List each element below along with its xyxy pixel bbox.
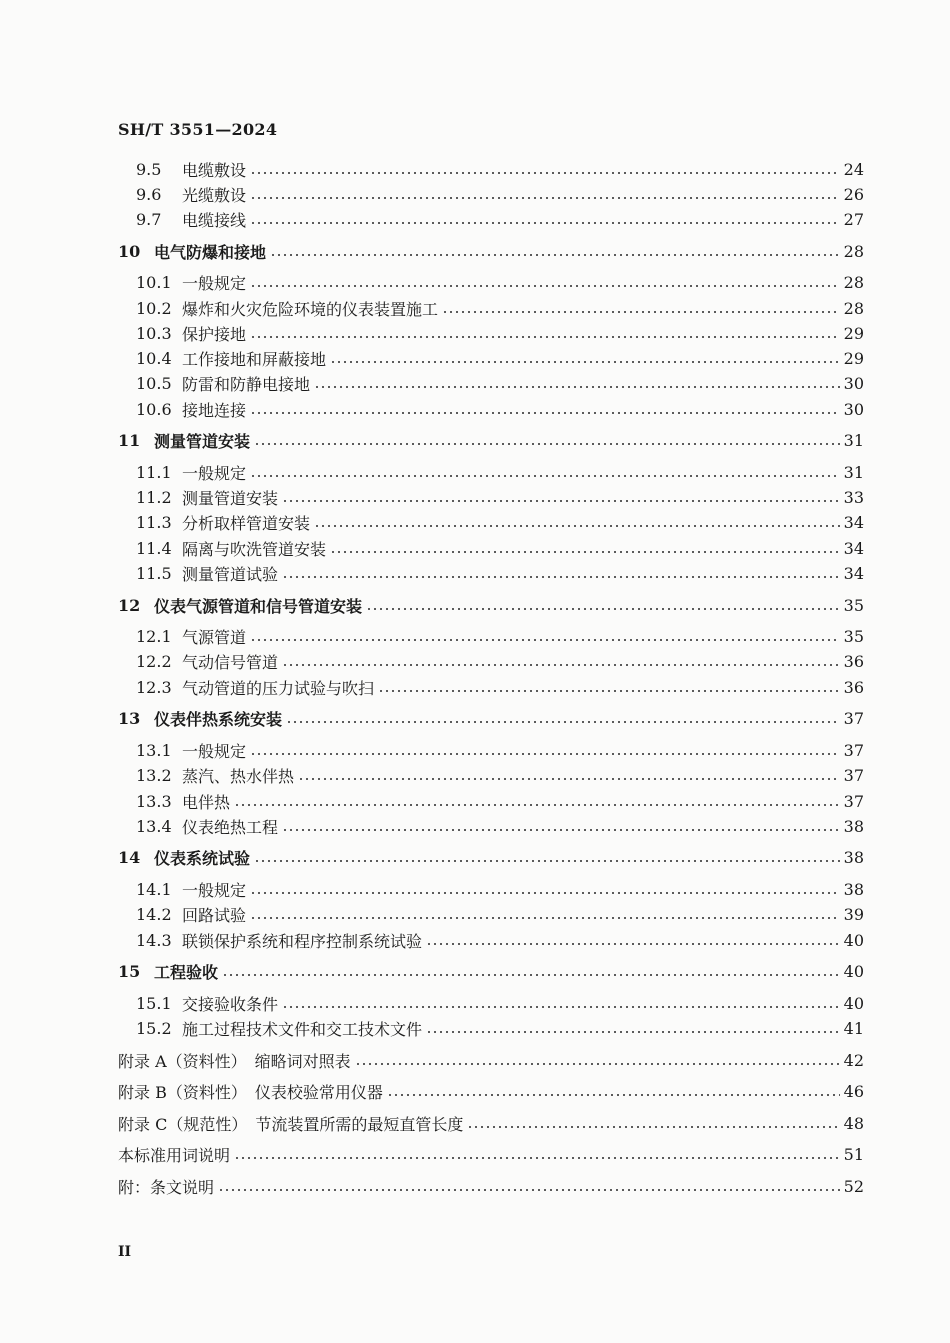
- toc-entry-page: 35: [843, 626, 864, 646]
- toc-entry-title: 保护接地: [182, 324, 247, 344]
- toc-entry-number: 10: [118, 241, 141, 261]
- toc-entry-page: 42: [843, 1050, 864, 1070]
- dot-leader: [250, 638, 840, 642]
- dot-leader: [467, 1125, 839, 1129]
- toc-entry-number: 12.2: [136, 651, 172, 671]
- dot-leader: [330, 360, 840, 364]
- dot-leader: [250, 221, 840, 225]
- toc-entry-number: 11.1: [136, 462, 172, 482]
- toc-entry-page: 29: [843, 323, 864, 343]
- toc-entry-title: 回路试验: [182, 905, 247, 925]
- dot-leader: [250, 411, 840, 415]
- dot-leader: [314, 524, 840, 528]
- toc-entry-title: 分析取样管道安装: [182, 513, 311, 533]
- toc-entry-number: 13.2: [136, 765, 172, 785]
- toc-entry-title: 工程验收: [154, 962, 219, 982]
- toc-entry-number: 10.5: [136, 373, 172, 393]
- dot-leader: [387, 1093, 840, 1097]
- dot-leader: [250, 284, 840, 288]
- toc-entry-page: 35: [843, 595, 864, 615]
- toc-entry[interactable]: [0, 346, 864, 370]
- toc-entry-title: 气动信号管道: [182, 652, 279, 672]
- dot-leader: [222, 973, 840, 977]
- toc-entry-page: 38: [843, 816, 864, 836]
- dot-leader: [314, 385, 840, 389]
- toc-entry-page: 30: [843, 399, 864, 419]
- toc-entry-page: 46: [843, 1081, 864, 1101]
- toc-entry-title: 电伴热: [182, 792, 231, 812]
- toc-entry-number: 14.1: [136, 879, 172, 899]
- toc-entry-page: 27: [843, 209, 864, 229]
- dot-leader: [286, 720, 840, 724]
- dot-leader: [250, 916, 840, 920]
- toc-entry-page: 40: [843, 961, 864, 981]
- toc-entry-number: 10.4: [136, 348, 172, 368]
- toc-entry-number: 12.3: [136, 677, 172, 697]
- toc-entry-number: 13.4: [136, 816, 172, 836]
- toc-entry-page: 28: [843, 272, 864, 292]
- dot-leader: [250, 752, 840, 756]
- toc-entry-page: 28: [843, 241, 864, 261]
- document-header: SH/T 3551—2024: [118, 120, 278, 139]
- dot-leader: [330, 550, 840, 554]
- dot-leader: [282, 1005, 840, 1009]
- dot-leader: [250, 335, 840, 339]
- dot-leader: [218, 1188, 840, 1192]
- toc-entry[interactable]: [0, 706, 864, 730]
- toc-entry-number: 9.5: [136, 159, 162, 179]
- toc-entry[interactable]: [0, 371, 864, 395]
- toc-entry-title: 气源管道: [182, 627, 247, 647]
- toc-entry-page: 26: [843, 184, 864, 204]
- dot-leader: [426, 942, 840, 946]
- toc-entry-page: 37: [843, 708, 864, 728]
- toc-entry[interactable]: [0, 649, 864, 673]
- toc-entry-number: 13: [118, 708, 141, 728]
- toc-entry-number: 14: [118, 847, 141, 867]
- page-number-footer: II: [118, 1244, 132, 1260]
- toc-entry-title: 联锁保护系统和程序控制系统试验: [182, 931, 423, 951]
- toc-entry-page: 31: [843, 430, 864, 450]
- toc-entry-title: 光缆敷设: [182, 185, 247, 205]
- toc-entry-page: 29: [843, 348, 864, 368]
- toc-entry-number: 15.2: [136, 1018, 172, 1038]
- toc-entry-page: 24: [843, 159, 864, 179]
- toc-entry-page: 34: [843, 538, 864, 558]
- toc-entry[interactable]: [0, 624, 864, 648]
- toc-entry[interactable]: [0, 763, 864, 787]
- toc-entry-title: 隔离与吹洗管道安装: [182, 539, 327, 559]
- dot-leader: [250, 474, 840, 478]
- toc-entry[interactable]: [0, 675, 864, 699]
- toc-entry-page: 34: [843, 563, 864, 583]
- toc-entry-title: 测量管道安装: [154, 431, 251, 451]
- toc-entry[interactable]: [0, 902, 864, 926]
- toc-entry-number: 14.2: [136, 904, 172, 924]
- toc-entry[interactable]: [0, 991, 864, 1015]
- dot-leader: [298, 777, 840, 781]
- toc-entry[interactable]: [0, 814, 864, 838]
- toc-entry-title: 测量管道安装: [182, 488, 279, 508]
- toc-entry-number: 11.4: [136, 538, 172, 558]
- toc-entry-title: 仪表伴热系统安装: [154, 709, 283, 729]
- toc-entry-title: 气动管道的压力试验与吹扫: [182, 678, 375, 698]
- toc-entry-number: 11.5: [136, 563, 172, 583]
- toc-entry-title: 防雷和防静电接地: [182, 374, 311, 394]
- toc-entry-page: 39: [843, 904, 864, 924]
- toc-entry-page: 38: [843, 879, 864, 899]
- toc-entry[interactable]: [0, 561, 864, 585]
- toc-entry[interactable]: [0, 1111, 864, 1135]
- dot-leader: [234, 803, 840, 807]
- toc-entry[interactable]: [0, 239, 864, 263]
- toc-entry-number: 13.1: [136, 740, 172, 760]
- toc-entry-number: 9.6: [136, 184, 162, 204]
- toc-entry-number: 12.1: [136, 626, 172, 646]
- toc-entry-page: 41: [843, 1018, 864, 1038]
- toc-entry[interactable]: [0, 845, 864, 869]
- toc-entry[interactable]: [0, 397, 864, 421]
- toc-entry-title: 工作接地和屏蔽接地: [182, 349, 327, 369]
- toc-entry[interactable]: [0, 1048, 864, 1072]
- toc-entry-page: 30: [843, 373, 864, 393]
- dot-leader: [282, 575, 840, 579]
- dot-leader: [270, 253, 840, 257]
- dot-leader: [378, 689, 840, 693]
- toc-entry[interactable]: [0, 296, 864, 320]
- dot-leader: [426, 1030, 840, 1034]
- toc-entry[interactable]: [0, 207, 864, 231]
- toc-entry[interactable]: [0, 959, 864, 983]
- dot-leader: [250, 171, 840, 175]
- toc-entry-page: 34: [843, 512, 864, 532]
- toc-entry-number: 11.2: [136, 487, 172, 507]
- dot-leader: [355, 1062, 840, 1066]
- toc-entry-title: 仪表系统试验: [154, 848, 251, 868]
- toc-entry-page: 51: [843, 1144, 864, 1164]
- toc-entry-number: 11: [118, 430, 141, 450]
- toc-entry[interactable]: [0, 928, 864, 952]
- toc-entry-page: 36: [843, 677, 864, 697]
- toc-entry-number: 9.7: [136, 209, 162, 229]
- dot-leader: [234, 1156, 840, 1160]
- toc-entry-title: 施工过程技术文件和交工技术文件: [182, 1019, 423, 1039]
- toc-entry[interactable]: [0, 157, 864, 181]
- toc-entry-title: 一般规定: [182, 273, 247, 293]
- toc-entry-page: 37: [843, 740, 864, 760]
- dot-leader: [366, 607, 840, 611]
- toc-entry-title: 仪表气源管道和信号管道安装: [154, 596, 363, 616]
- toc-entry-page: 52: [843, 1176, 864, 1196]
- toc-entry[interactable]: [0, 182, 864, 206]
- toc-entry-number: 10.1: [136, 272, 172, 292]
- toc-entry-title: 附录 C（规范性） 节流装置所需的最短直管长度: [118, 1114, 464, 1134]
- toc-entry-title: 电缆敷设: [182, 160, 247, 180]
- toc-entry-number: 10.2: [136, 298, 172, 318]
- dot-leader: [254, 859, 840, 863]
- toc-entry-number: 12: [118, 595, 141, 615]
- toc-entry[interactable]: [0, 1016, 864, 1040]
- toc-entry-title: 交接验收条件: [182, 994, 279, 1014]
- toc-entry-title: 电气防爆和接地: [154, 242, 267, 262]
- toc-entry-title: 接地连接: [182, 400, 247, 420]
- toc-entry[interactable]: [0, 593, 864, 617]
- toc-entry-title: 一般规定: [182, 741, 247, 761]
- toc-entry-title: 本标准用词说明: [118, 1145, 231, 1165]
- toc-entry[interactable]: [0, 1079, 864, 1103]
- toc-entry-title: 附录 A（资料性） 缩略词对照表: [118, 1051, 351, 1071]
- toc-entry-page: 36: [843, 651, 864, 671]
- toc-entry-number: 10.6: [136, 399, 172, 419]
- dot-leader: [282, 828, 840, 832]
- toc-entry-title: 一般规定: [182, 880, 247, 900]
- toc-entry[interactable]: [0, 510, 864, 534]
- toc-entry[interactable]: [0, 460, 864, 484]
- toc-entry-number: 14.3: [136, 930, 172, 950]
- dot-leader: [282, 499, 840, 503]
- toc-entry-page: 40: [843, 993, 864, 1013]
- toc-entry-number: 11.3: [136, 512, 172, 532]
- toc-entry-title: 爆炸和火灾危险环境的仪表装置施工: [182, 299, 439, 319]
- dot-leader: [250, 891, 840, 895]
- toc-entry-title: 附：条文说明: [118, 1177, 215, 1197]
- toc-entry-title: 附录 B（资料性） 仪表校验常用仪器: [118, 1082, 383, 1102]
- toc-entry[interactable]: [0, 428, 864, 452]
- dot-leader: [282, 663, 840, 667]
- dot-leader: [250, 196, 840, 200]
- toc-entry-page: 37: [843, 791, 864, 811]
- toc-entry-page: 28: [843, 298, 864, 318]
- toc-entry-number: 15.1: [136, 993, 172, 1013]
- toc-entry-number: 15: [118, 961, 141, 981]
- toc-entry-title: 仪表绝热工程: [182, 817, 279, 837]
- toc-entry-title: 电缆接线: [182, 210, 247, 230]
- toc-entry[interactable]: [0, 1174, 864, 1198]
- toc-entry-title: 一般规定: [182, 463, 247, 483]
- dot-leader: [442, 310, 840, 314]
- toc-entry[interactable]: [0, 1142, 864, 1166]
- toc-entry-page: 37: [843, 765, 864, 785]
- toc-entry-title: 测量管道试验: [182, 564, 279, 584]
- toc-entry-page: 31: [843, 462, 864, 482]
- toc-entry[interactable]: [0, 536, 864, 560]
- toc-entry-page: 48: [843, 1113, 864, 1133]
- toc-entry-page: 38: [843, 847, 864, 867]
- toc-entry[interactable]: [0, 270, 864, 294]
- toc-entry-number: 13.3: [136, 791, 172, 811]
- toc-entry[interactable]: [0, 738, 864, 762]
- toc-entry[interactable]: [0, 485, 864, 509]
- toc-entry-title: 蒸汽、热水伴热: [182, 766, 295, 786]
- toc-entry-page: 33: [843, 487, 864, 507]
- toc-entry-number: 10.3: [136, 323, 172, 343]
- toc-entry[interactable]: [0, 877, 864, 901]
- toc-entry[interactable]: [0, 321, 864, 345]
- toc-entry[interactable]: [0, 789, 864, 813]
- toc-entry-page: 40: [843, 930, 864, 950]
- dot-leader: [254, 442, 840, 446]
